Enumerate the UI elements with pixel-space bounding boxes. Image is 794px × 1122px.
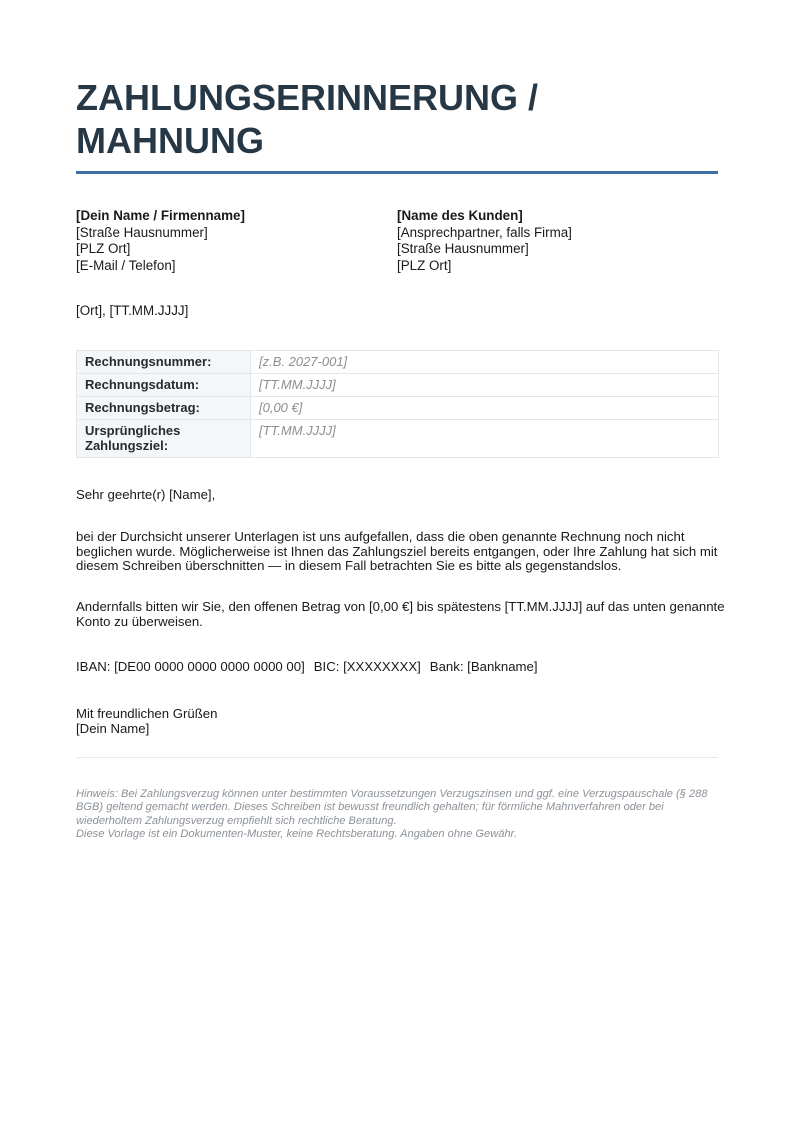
bic: BIC: [XXXXXXXX] — [313, 659, 421, 674]
bank-name: Bank: [Bankname] — [429, 659, 538, 674]
body-paragraph-2: Andernfalls bitten wir Sie, den offenen Betrag von [0,00 €] bis spätestens [TT.MM.JJJJ] auf das unten genannte Konto zu überweisen. — [76, 599, 725, 629]
invoice-date-value: [TT.MM.JJJJ] — [251, 374, 719, 397]
due-date-value: [TT.MM.JJJJ] — [251, 420, 719, 458]
footer-note — [76, 788, 716, 841]
due-date-label: Ursprüngliches Zahlungsziel: — [77, 420, 251, 458]
sender-address — [76, 208, 245, 274]
invoice-date-label: Rechnungsdatum: — [77, 374, 251, 397]
table-row — [77, 420, 719, 458]
invoice-amount-value: [0,00 €] — [251, 397, 719, 420]
recipient-street: [Straße Hausnummer] — [397, 241, 529, 257]
iban: IBAN: [DE00 0000 0000 0000 0000 00] — [76, 659, 305, 674]
bank-details — [76, 660, 726, 675]
disclaimer: Diese Vorlage ist ein Dokumenten-Muster, keine Rechtsberatung. Angaben ohne Gewähr. — [76, 827, 517, 840]
body-paragraph-1: bei der Durchsicht unserer Unterlagen ist uns aufgefallen, dass die oben genannte Rechnung noch nicht beglichen wurde. Möglicherweise ist Ihnen das Zahlungsziel bereits entgangen, oder Ihre Zahlung hat sich mit diesem Schreiben überschnitten — in diesem Fall betrachten Sie es bitte als gegenstandslos. — [76, 529, 718, 574]
invoice-details-table — [76, 350, 719, 458]
sender-name: [Dein Name / Firmenname] — [76, 208, 245, 223]
sender-street: [Straße Hausnummer] — [76, 224, 208, 240]
invoice-number-value: [z.B. 2027-001] — [251, 351, 719, 374]
title-underline — [76, 171, 718, 174]
table-row — [77, 374, 719, 397]
sender-contact: [E-Mail / Telefon] — [76, 257, 176, 273]
signature: [Dein Name] — [76, 720, 150, 736]
invoice-number-label: Rechnungsnummer: — [77, 351, 251, 374]
recipient-city: [PLZ Ort] — [397, 257, 452, 273]
recipient-contact-person: [Ansprechpartner, falls Firma] — [397, 224, 572, 240]
legal-note: Hinweis: Bei Zahlungsverzug können unter bestimmten Voraussetzungen Verzugszinsen und ggf. eine Verzugspauschale (§ 288 BGB) geltend gemacht werden. Dieses Schreiben ist bewusst freundlich gehalten; für förmliche Mahnverfahren oder bei wiederholtem Zahlungsverzug empfiehlt sich rechtliche Beratung. — [76, 788, 708, 827]
document-title: ZAHLUNGSERINNERUNG / MAHNUNG — [76, 77, 539, 161]
footer-divider — [76, 757, 718, 758]
closing-block — [76, 707, 726, 736]
recipient-name: [Name des Kunden] — [397, 208, 523, 223]
place-date: [Ort], [TT.MM.JJJJ] — [76, 303, 189, 318]
sender-city: [PLZ Ort] — [76, 241, 131, 257]
table-row — [77, 351, 719, 374]
table-row — [77, 397, 719, 420]
recipient-address — [397, 208, 572, 274]
salutation: Sehr geehrte(r) [Name], — [76, 487, 216, 502]
closing: Mit freundlichen Grüßen — [76, 706, 218, 721]
invoice-amount-label: Rechnungsbetrag: — [77, 397, 251, 420]
